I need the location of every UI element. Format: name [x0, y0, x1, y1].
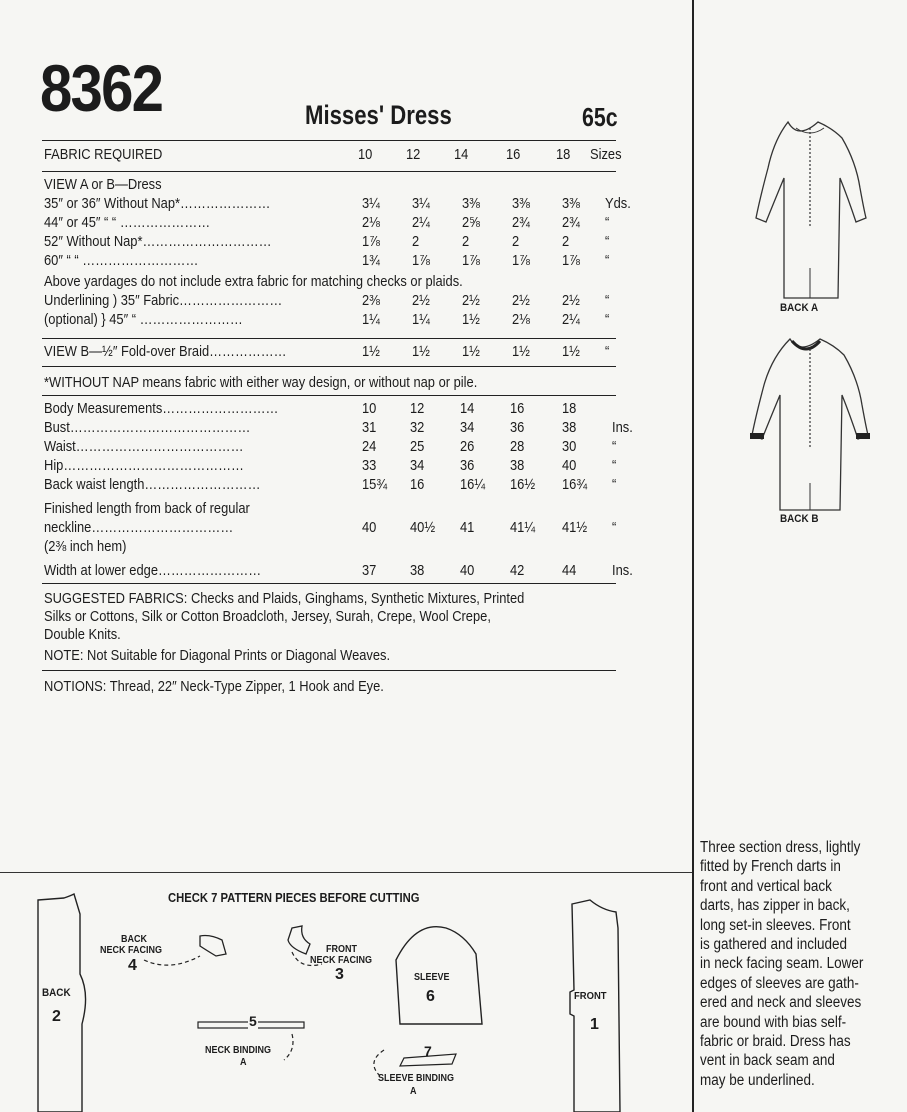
row-unit: Yds.: [605, 195, 631, 212]
row-label: Back waist length………………………: [44, 476, 261, 493]
row-value: 16½: [510, 476, 536, 493]
braid-value: 1½: [362, 343, 380, 360]
neck-binding-letter: A: [240, 1057, 247, 1068]
divider: [42, 338, 616, 339]
nap-note: *WITHOUT NAP means fabric with either way design, or without nap or pile.: [44, 374, 478, 391]
row-value: 1¼: [412, 311, 430, 328]
description-line: fitted by French darts in: [700, 858, 841, 876]
sleeve-binding-name: SLEEVE BINDING: [378, 1073, 455, 1084]
row-value: 2⅛: [512, 311, 530, 328]
back-b-label: BACK B: [780, 513, 819, 525]
table-row: [44, 476, 644, 495]
pattern-price: 65c: [582, 102, 618, 132]
description-line: darts, has zipper in back,: [700, 897, 850, 915]
back-piece-name: BACK: [42, 987, 71, 999]
back-a-label: BACK A: [780, 302, 819, 314]
row-unit: “: [612, 438, 617, 455]
neck-binding-name: NECK BINDING: [205, 1045, 272, 1056]
row-value: 2½: [512, 292, 530, 309]
braid-value: 1½: [462, 343, 480, 360]
row-unit: “: [612, 476, 617, 493]
braid-value: 1½: [412, 343, 430, 360]
table-row: [44, 538, 644, 557]
row-value: 2⅝: [462, 214, 480, 231]
row-value: 3¼: [362, 195, 380, 212]
row-label: VIEW A or B—Dress: [44, 176, 162, 193]
row-value: 38: [510, 457, 525, 474]
braid-value: 1½: [512, 343, 530, 360]
front-facing-number: 3: [335, 966, 344, 983]
sleeve-binding-outline: [364, 1042, 474, 1092]
description: [700, 838, 878, 1090]
row-value: 34: [460, 419, 475, 436]
row-value: 40: [362, 519, 377, 536]
row-label: (optional) } 45″ “ ……………………: [44, 311, 243, 328]
row-value: 2: [412, 233, 420, 250]
sleeve-number: 6: [426, 988, 435, 1005]
row-value: 1⅞: [412, 252, 430, 269]
pieces-heading: CHECK 7 PATTERN PIECES BEFORE CUTTING: [168, 891, 420, 905]
braid-value: 1½: [562, 343, 580, 360]
row-value: 10: [362, 400, 377, 417]
table-row: [44, 500, 644, 519]
row-label: (2⅜ inch hem): [44, 538, 127, 555]
row-value: 2¼: [562, 311, 580, 328]
sleeve-binding-number: 7: [424, 1043, 432, 1059]
front-facing-name: NECK FACING: [310, 955, 373, 966]
row-unit: “: [605, 252, 610, 269]
row-value: 18: [562, 400, 577, 417]
row-value: 2: [512, 233, 520, 250]
row-value: 2½: [562, 292, 580, 309]
row-value: 44: [562, 562, 577, 579]
description-line: front and vertical back: [700, 877, 832, 895]
row-value: 32: [410, 419, 425, 436]
row-value: 2½: [462, 292, 480, 309]
table-row: [44, 176, 644, 195]
row-label: neckline……………………………: [44, 519, 234, 536]
row-value: 42: [510, 562, 525, 579]
row-value: 38: [410, 562, 425, 579]
row-value: 3¼: [412, 195, 430, 212]
row-value: 38: [562, 419, 577, 436]
size-10: 10: [358, 146, 373, 163]
row-value: 31: [362, 419, 377, 436]
braid-unit: “: [605, 343, 610, 360]
table-row: [44, 400, 644, 419]
row-value: 3⅜: [562, 195, 580, 212]
row-label: 52″ Without Nap*…………………………: [44, 233, 272, 250]
row-value: 1⅞: [462, 252, 480, 269]
row-value: 36: [510, 419, 525, 436]
row-unit: Ins.: [612, 562, 633, 579]
description-line: vent in back seam and: [700, 1052, 835, 1070]
back-facing-number: 4: [128, 957, 137, 974]
row-value: 40½: [410, 519, 436, 536]
row-value: 16: [410, 476, 425, 493]
row-label: 44″ or 45″ “ “ …………………: [44, 214, 211, 231]
row-value: 12: [410, 400, 425, 417]
front-piece-outline: [562, 896, 632, 1112]
table-row: [44, 311, 644, 330]
row-value: 2: [462, 233, 470, 250]
row-label: Underlining ) 35″ Fabric……………………: [44, 292, 283, 309]
back-facing-outline: [140, 932, 230, 972]
table-row: [44, 562, 644, 581]
row-unit: “: [605, 311, 610, 328]
fabric-required-label: FABRIC REQUIRED: [44, 146, 163, 163]
divider: [42, 171, 616, 172]
row-value: 14: [460, 400, 475, 417]
table-row: [44, 233, 644, 252]
row-value: 37: [362, 562, 377, 579]
row-value: 33: [362, 457, 377, 474]
row-value: 24: [362, 438, 377, 455]
braid-label: VIEW B—½″ Fold-over Braid………………: [44, 343, 287, 360]
row-value: 2½: [412, 292, 430, 309]
row-value: 25: [410, 438, 425, 455]
description-line: edges of sleeves are gath-: [700, 974, 859, 992]
row-value: 1¼: [362, 311, 380, 328]
row-label: Finished length from back of regular: [44, 500, 250, 517]
row-value: 1¾: [362, 252, 380, 269]
row-label: 60″ “ “ ………………………: [44, 252, 199, 269]
table-row: [44, 519, 644, 538]
row-value: 30: [562, 438, 577, 455]
row-label: 35″ or 36″ Without Nap*…………………: [44, 195, 271, 212]
size-14: 14: [454, 146, 469, 163]
row-value: 16: [510, 400, 525, 417]
table-row: [44, 214, 644, 233]
pattern-title: Misses' Dress: [305, 100, 452, 130]
description-line: is gathered and included: [700, 936, 847, 954]
row-value: 2¼: [412, 214, 430, 231]
row-value: 16¼: [460, 476, 486, 493]
divider: [42, 395, 616, 396]
vertical-divider: [692, 0, 694, 1112]
suggested-line: Double Knits.: [44, 626, 121, 643]
row-value: 2⅜: [362, 292, 380, 309]
row-label: Hip……………………………………: [44, 457, 244, 474]
row-value: 41: [460, 519, 475, 536]
row-value: 28: [510, 438, 525, 455]
row-value: 26: [460, 438, 475, 455]
row-unit: “: [605, 214, 610, 231]
row-value: 1⅞: [562, 252, 580, 269]
row-value: 40: [460, 562, 475, 579]
row-value: 15¾: [362, 476, 388, 493]
neck-binding-number: 5: [249, 1013, 257, 1029]
back-piece-number: 2: [52, 1008, 61, 1025]
row-value: 2: [562, 233, 570, 250]
description-line: may be underlined.: [700, 1071, 815, 1089]
table-row: [44, 292, 644, 311]
front-facing-name: FRONT: [326, 944, 358, 955]
divider: [42, 366, 616, 367]
size-12: 12: [406, 146, 421, 163]
table-row: [44, 195, 644, 214]
back-b-sketch: [740, 335, 880, 510]
divider: [42, 670, 616, 671]
row-unit: Ins.: [612, 419, 633, 436]
back-facing-name: NECK FACING: [100, 945, 163, 956]
row-label: Above yardages do not include extra fabric for matching checks or plaids.: [44, 273, 463, 290]
back-a-sketch: [740, 118, 880, 298]
table-row: [44, 252, 644, 271]
notions-line: NOTIONS: Thread, 22″ Neck-Type Zipper, 1 Hook and Eye.: [44, 678, 384, 695]
description-line: Three section dress, lightly: [700, 839, 861, 856]
row-unit: “: [605, 292, 610, 309]
row-value: 2¾: [562, 214, 580, 231]
divider: [42, 583, 616, 584]
row-value: 16¾: [562, 476, 588, 493]
front-piece-name: FRONT: [574, 990, 607, 1002]
sleeve-name: SLEEVE: [414, 972, 450, 983]
row-value: 41¼: [510, 519, 536, 536]
row-value: 3⅜: [512, 195, 530, 212]
description-line: ered and neck and sleeves: [700, 994, 862, 1012]
row-unit: “: [605, 233, 610, 250]
table-row: [44, 273, 644, 292]
row-unit: “: [612, 519, 617, 536]
row-value: 34: [410, 457, 425, 474]
suggested-line: Silks or Cottons, Silk or Cotton Broadcloth, Jersey, Surah, Crepe, Wool Crepe,: [44, 608, 491, 625]
note-line: NOTE: Not Suitable for Diagonal Prints or Diagonal Weaves.: [44, 647, 391, 664]
row-value: 2⅛: [362, 214, 380, 231]
size-18: 18: [556, 146, 571, 163]
table-row: [44, 419, 644, 438]
braid-row: [44, 343, 644, 362]
row-value: 2¾: [512, 214, 530, 231]
pieces-divider: [0, 872, 692, 873]
description-line: are bound with bias self-: [700, 1013, 847, 1031]
row-value: 41½: [562, 519, 588, 536]
row-label: Width at lower edge……………………: [44, 562, 262, 579]
row-value: 1⅞: [362, 233, 380, 250]
table-row: [44, 457, 644, 476]
row-value: 1½: [462, 311, 480, 328]
size-16: 16: [506, 146, 521, 163]
row-label: Body Measurements………………………: [44, 400, 279, 417]
row-value: 1⅞: [512, 252, 530, 269]
table-row: [44, 438, 644, 457]
back-facing-name: BACK: [121, 934, 148, 945]
description-line: fabric or braid. Dress has: [700, 1033, 851, 1051]
row-value: 40: [562, 457, 577, 474]
divider: [42, 140, 616, 141]
row-label: Waist…………………………………: [44, 438, 244, 455]
fabric-header-row: [44, 146, 644, 165]
front-piece-number: 1: [590, 1016, 599, 1033]
back-piece-outline: [36, 894, 96, 1112]
row-value: 36: [460, 457, 475, 474]
suggested-line: SUGGESTED FABRICS: Checks and Plaids, Ginghams, Synthetic Mixtures, Printed: [44, 590, 525, 607]
description-line: in neck facing seam. Lower: [700, 955, 864, 973]
sizes-word: Sizes: [590, 146, 622, 163]
row-value: 3⅜: [462, 195, 480, 212]
row-unit: “: [612, 457, 617, 474]
row-label: Bust……………………………………: [44, 419, 251, 436]
sleeve-binding-letter: A: [410, 1086, 417, 1097]
pattern-number: 8362: [40, 51, 163, 125]
description-line: long set-in sleeves. Front: [700, 916, 851, 934]
